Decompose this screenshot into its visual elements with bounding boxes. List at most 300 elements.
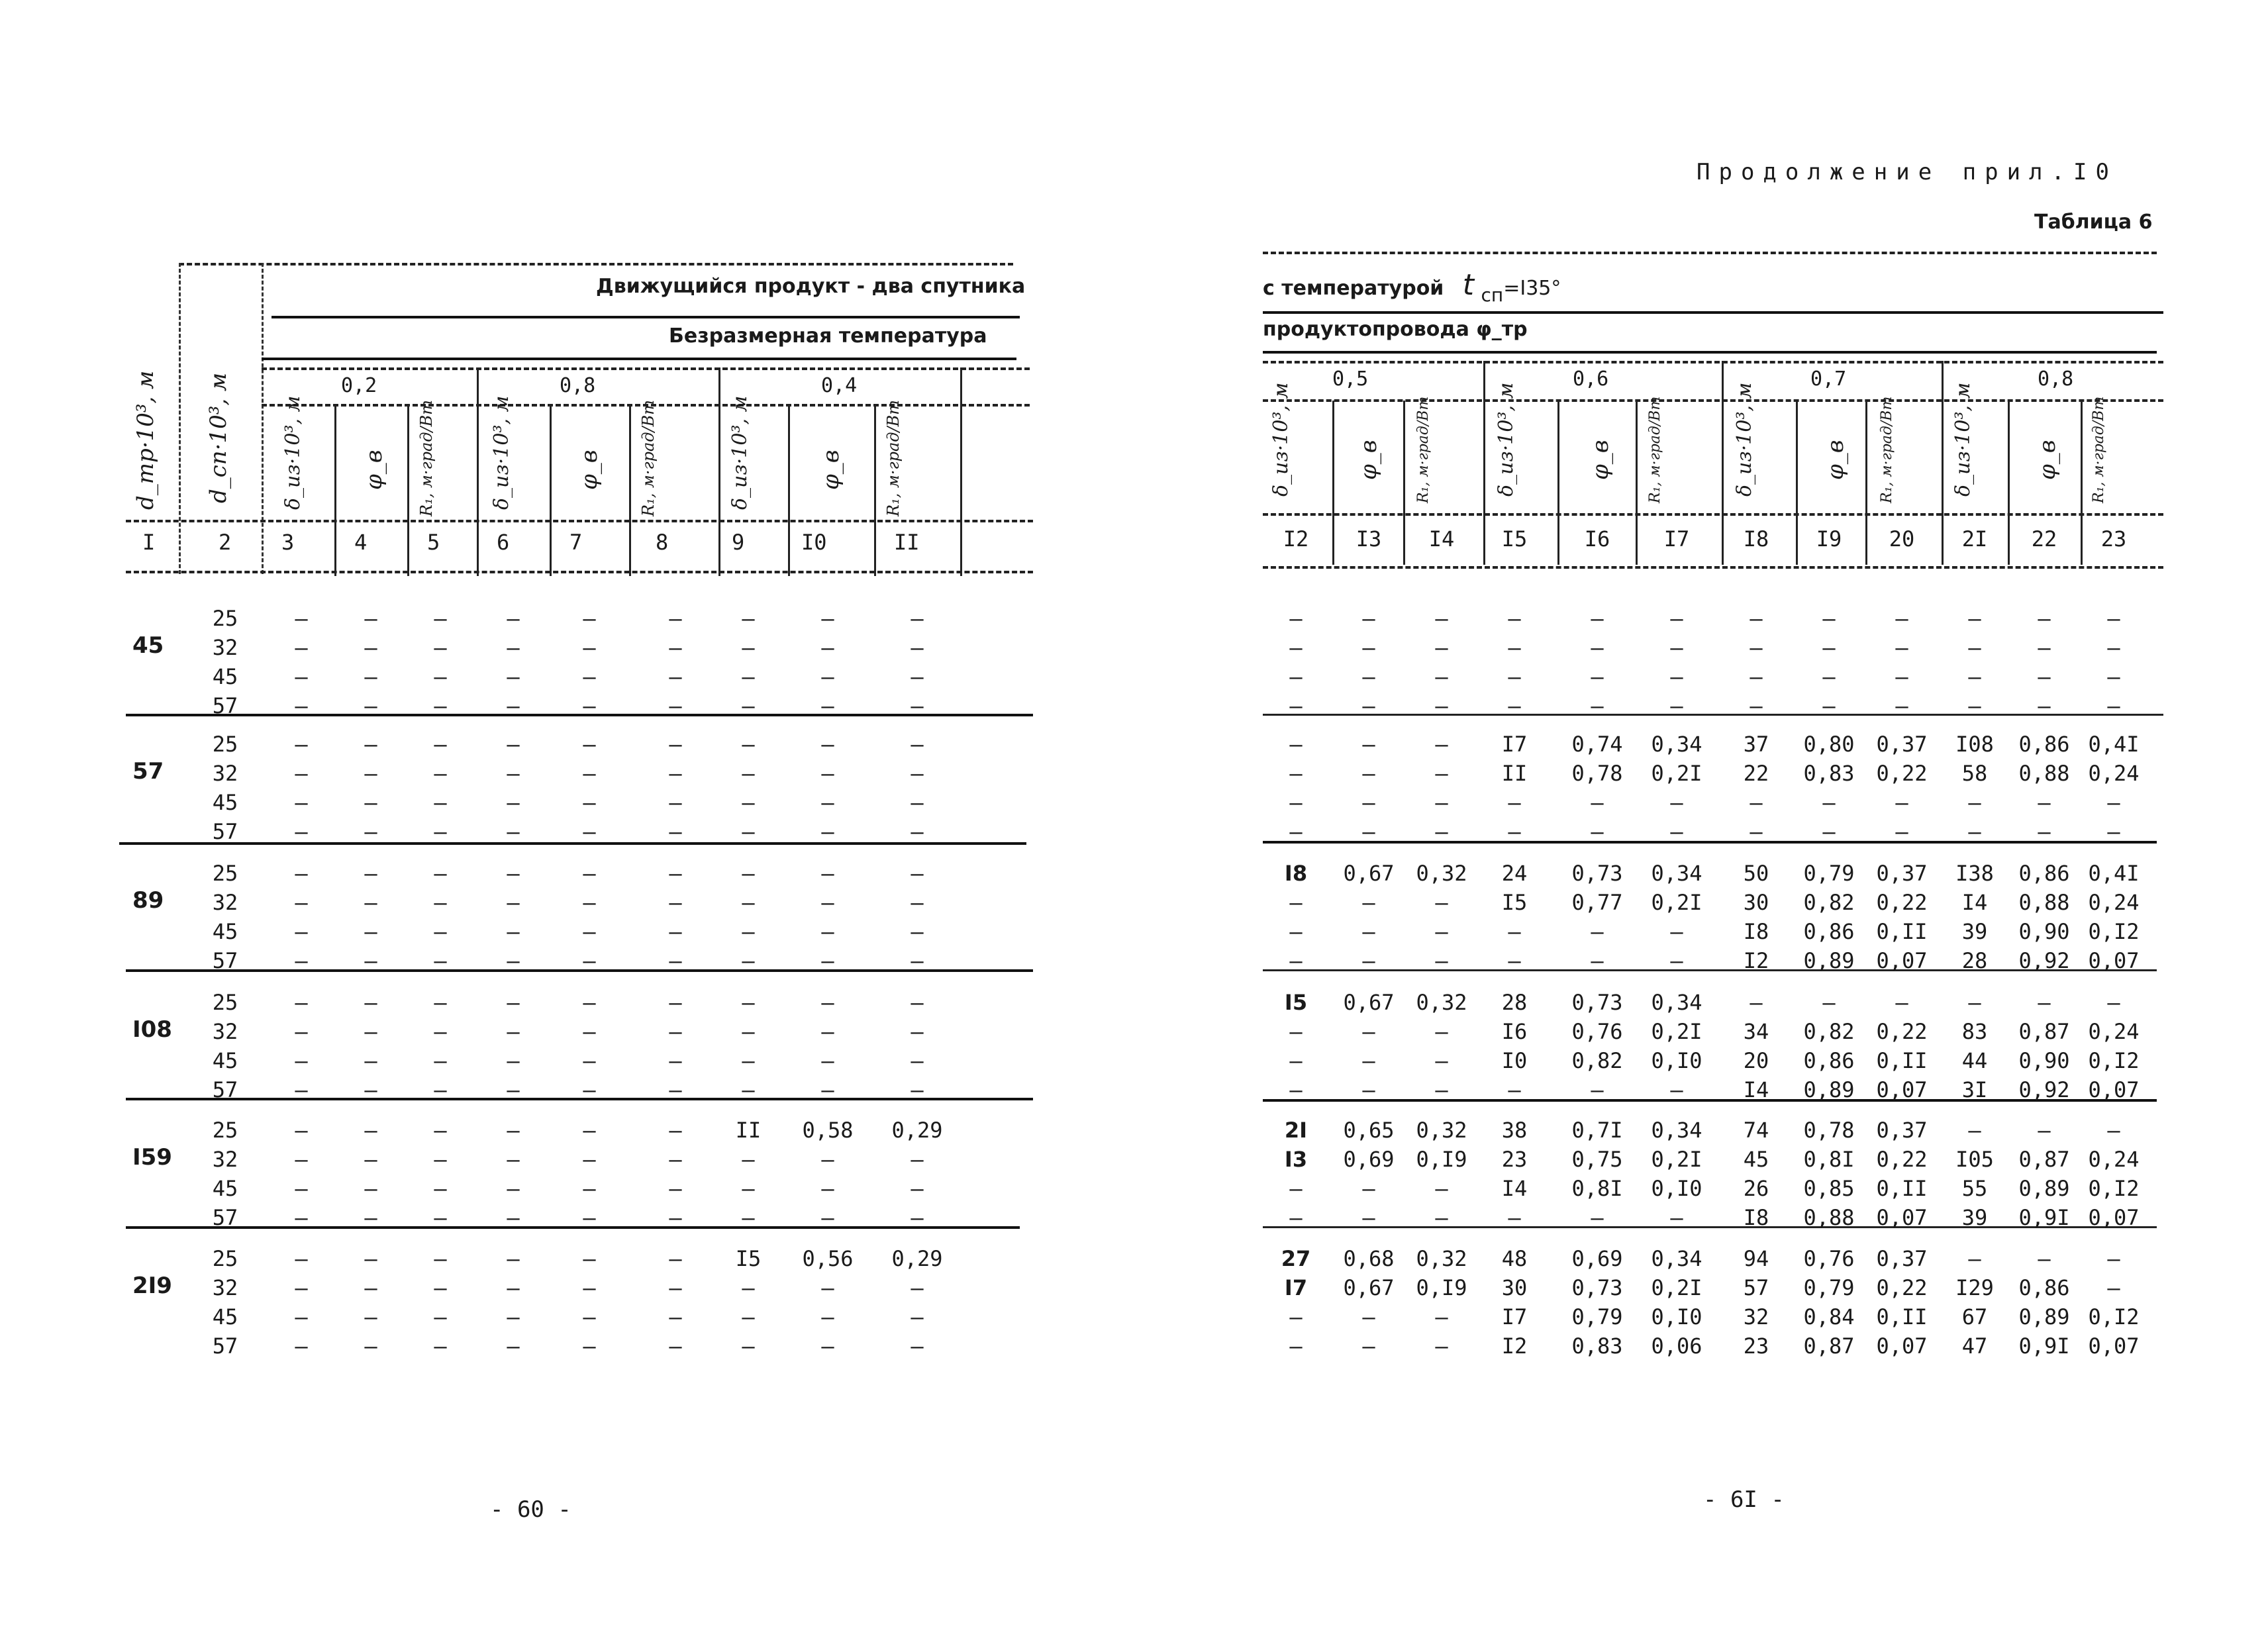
table-cell: — (507, 1118, 520, 1143)
table-cell: — (821, 1176, 834, 1201)
table-cell: — (2038, 635, 2051, 660)
table-cell: — (1508, 606, 1521, 631)
table-cell: 0,22 (1876, 890, 1928, 915)
table-cell: — (364, 1118, 377, 1143)
table-cell: — (911, 990, 924, 1015)
table-cell: 0,I2 (2088, 919, 2140, 944)
table-cell: — (669, 819, 682, 844)
table-cell: — (364, 1304, 377, 1329)
table-cell: 0,07 (1876, 948, 1928, 973)
table-cell: — (583, 606, 596, 631)
dsp-value: 25 (212, 1246, 238, 1271)
table-cell: — (1435, 606, 1448, 631)
table-cell: — (1435, 693, 1448, 718)
table-cell: — (742, 819, 755, 844)
table-cell: — (434, 990, 447, 1015)
table-cell: — (364, 819, 377, 844)
group-label: 0,6 (1573, 367, 1609, 391)
title-underline (271, 316, 1020, 318)
table-cell: — (1591, 1077, 1604, 1102)
table-cell: — (364, 732, 377, 757)
table-cell: — (364, 948, 377, 973)
table-cell: — (821, 761, 834, 786)
col-header: δ_из·10³, м (1269, 382, 1293, 497)
table-cell: — (1435, 1048, 1448, 1073)
table-cell: — (821, 1205, 834, 1230)
table-cell: 0,22 (1876, 1019, 1928, 1044)
table-cell: 0,87 (2018, 1147, 2070, 1172)
table-cell: 32 (1743, 1304, 1769, 1329)
col-header: R₁, м·град/Вт (1879, 396, 1895, 503)
column-number: 3 (281, 530, 295, 555)
col-divider (718, 367, 720, 576)
table-cell: — (507, 693, 520, 718)
table-cell: 28 (1961, 948, 1988, 973)
table-cell: 0,89 (1803, 1077, 1855, 1102)
group-label: 0,8 (2038, 367, 2074, 391)
title-underline (1263, 311, 2163, 314)
table-cell: — (295, 732, 308, 757)
col-divider (477, 367, 479, 576)
page-number: - 6I - (1703, 1486, 1785, 1513)
table-cell: — (2107, 790, 2120, 815)
table-cell: — (583, 890, 596, 915)
table-cell: 0,34 (1651, 861, 1702, 886)
table-cell: — (1508, 664, 1521, 689)
table-cell: — (1289, 819, 1303, 844)
table-cell: — (1822, 819, 1836, 844)
table-cell: 44 (1961, 1048, 1988, 1073)
column-number: 4 (354, 530, 368, 555)
table-cell: — (911, 790, 924, 815)
col-header: φ_в (2034, 440, 2061, 480)
table-cell: 30 (1501, 1275, 1528, 1300)
table-cell: — (583, 948, 596, 973)
table-cell: — (1362, 790, 1375, 815)
table-cell: — (1362, 732, 1375, 757)
table-cell: 0,65 (1343, 1118, 1395, 1143)
table-cell: — (2107, 1246, 2120, 1271)
table-cell: — (669, 1048, 682, 1073)
table-cell: — (2107, 990, 2120, 1015)
table-cell: 0,79 (1803, 1275, 1855, 1300)
table-cell: 0,90 (2018, 1048, 2070, 1073)
col-header: δ_из·10³, м (1951, 382, 1975, 497)
table-cell: — (364, 761, 377, 786)
column-number: I7 (1663, 526, 1690, 552)
table-cell: — (583, 990, 596, 1015)
table-cell: 0,88 (1803, 1205, 1855, 1230)
table-cell: — (2107, 1118, 2120, 1143)
table-cell: 0,4I (2088, 861, 2140, 886)
table-cell: — (1822, 693, 1836, 718)
table-cell: 0,24 (2088, 1147, 2140, 1172)
column-number: I6 (1584, 526, 1610, 552)
table-cell: — (1968, 990, 1981, 1015)
table-cell: — (1670, 606, 1683, 631)
table-cell: — (507, 861, 520, 886)
table-cell: — (583, 790, 596, 815)
table-cell: — (507, 790, 520, 815)
table-cell: 0,2I (1651, 890, 1702, 915)
group-label: 0,5 (1332, 367, 1369, 391)
table-cell: — (364, 635, 377, 660)
table-cell: — (911, 861, 924, 886)
table-cell: 39 (1961, 1205, 1988, 1230)
table-cell: 0,83 (1571, 1333, 1623, 1359)
table-cell: — (1435, 664, 1448, 689)
table-cell: 0,73 (1571, 990, 1623, 1015)
table-cell: 0,37 (1876, 1118, 1928, 1143)
table-cell: — (507, 990, 520, 1015)
table-cell: — (669, 1077, 682, 1102)
title-value: =I35° (1503, 277, 1561, 300)
table-cell: — (1435, 1333, 1448, 1359)
table-cell: — (1362, 761, 1375, 786)
table-cell: — (1750, 990, 1763, 1015)
table-cell: — (434, 1205, 447, 1230)
group-separator (126, 1226, 1020, 1229)
table-cell: — (507, 919, 520, 944)
table-cell: 0,II (1876, 1048, 1928, 1073)
table-cell: — (295, 635, 308, 660)
table-cell: — (364, 1275, 377, 1300)
table-cell: — (507, 664, 520, 689)
group-separator (119, 842, 1026, 845)
table-title (1263, 268, 1561, 306)
col-divider (874, 405, 876, 576)
column-number: I2 (1283, 526, 1309, 552)
group-separator (1263, 714, 2163, 716)
dtr-value: I59 (132, 1143, 172, 1171)
table-cell: 38 (1501, 1118, 1528, 1143)
table-cell: — (434, 664, 447, 689)
col-header: R₁, м·град/Вт (417, 400, 436, 516)
table-cell: — (911, 664, 924, 689)
table-cell: — (1362, 1019, 1375, 1044)
table-cell: — (1591, 606, 1604, 631)
dtr-value: I08 (132, 1016, 172, 1043)
table-cell: — (669, 990, 682, 1015)
dsp-value: 57 (212, 693, 238, 718)
table-cell: — (1289, 1077, 1303, 1102)
table-cell: — (1289, 1048, 1303, 1073)
table-cell: — (2038, 790, 2051, 815)
table-cell: — (669, 790, 682, 815)
table-cell: 0,79 (1803, 861, 1855, 886)
table-cell: — (1362, 1304, 1375, 1329)
group-label: 0,8 (560, 374, 596, 397)
table-cell: — (1362, 635, 1375, 660)
table-cell: — (1435, 919, 1448, 944)
table-cell: — (742, 635, 755, 660)
table-cell: 0,83 (1803, 761, 1855, 786)
table-cell: — (742, 606, 755, 631)
table-cell: — (1591, 948, 1604, 973)
table-cell: 0,07 (1876, 1333, 1928, 1359)
table-cell: — (1750, 664, 1763, 689)
table-cell: — (364, 1246, 377, 1271)
table-cell: — (1362, 693, 1375, 718)
table-cell: — (295, 790, 308, 815)
table-cell: 0,37 (1876, 861, 1928, 886)
table-cell: — (821, 819, 834, 844)
table-cell: — (821, 664, 834, 689)
col-divider (1483, 361, 1485, 565)
table-cell: — (742, 790, 755, 815)
table-cell: — (1435, 1077, 1448, 1102)
table-cell: — (821, 1333, 834, 1359)
table-cell: — (821, 1275, 834, 1300)
table-cell: — (1591, 819, 1604, 844)
table-cell: — (1289, 761, 1303, 786)
group-label: 0,7 (1810, 367, 1847, 391)
dsp-value: 57 (212, 1205, 238, 1230)
col-divider (1557, 401, 1559, 565)
table-cell: 0,86 (2018, 1275, 2070, 1300)
table-cell: — (583, 1246, 596, 1271)
table-cell: — (295, 990, 308, 1015)
table-cell: — (507, 890, 520, 915)
table-cell: — (1822, 606, 1836, 631)
table-cell: — (1822, 635, 1836, 660)
table-cell: — (669, 890, 682, 915)
table-cell: — (1968, 693, 1981, 718)
table-cell: — (507, 1205, 520, 1230)
table-cell: — (295, 1246, 308, 1271)
table-cell: 0,07 (1876, 1205, 1928, 1230)
col-header: δ_из·10³, м (490, 395, 513, 510)
col-divider (1403, 401, 1405, 565)
title-sub: сп (1481, 284, 1504, 306)
table-cell: — (911, 1048, 924, 1073)
table-cell: — (295, 919, 308, 944)
table-cell: — (911, 819, 924, 844)
column-number: 8 (656, 530, 669, 555)
table-cell: 0,76 (1803, 1246, 1855, 1271)
table-cell: — (1750, 790, 1763, 815)
table-cell: 0,I0 (1651, 1048, 1702, 1073)
table-cell: — (821, 890, 834, 915)
table-cell: — (583, 1333, 596, 1359)
dsp-value: 57 (212, 819, 238, 844)
table-cell: — (507, 1304, 520, 1329)
col-divider (960, 367, 962, 576)
table-cell: — (1289, 790, 1303, 815)
colnum-top-rule (1263, 513, 2163, 516)
table-cell: 0,69 (1343, 1147, 1395, 1172)
table-cell: 0,82 (1571, 1048, 1623, 1073)
table-cell: 0,I2 (2088, 1304, 2140, 1329)
table-cell: 0,68 (1343, 1246, 1395, 1271)
table-cell: 0,58 (802, 1118, 854, 1143)
table-cell: — (1508, 635, 1521, 660)
table-cell: 0,87 (1803, 1333, 1855, 1359)
table-cell: 0,34 (1651, 732, 1702, 757)
dtr-value: 57 (132, 757, 164, 785)
table-cell: — (1362, 1176, 1375, 1201)
table-cell: — (507, 1275, 520, 1300)
table-cell: — (911, 761, 924, 786)
table-cell: — (1289, 890, 1303, 915)
group-separator (1263, 841, 2157, 844)
table-cell: — (295, 1048, 308, 1073)
table-cell: — (364, 1048, 377, 1073)
table-cell: — (1591, 664, 1604, 689)
table-cell: — (507, 1147, 520, 1172)
table-cell: I08 (1955, 732, 1994, 757)
table-cell: — (295, 693, 308, 718)
column-number: 2I (1961, 526, 1988, 552)
table-cell: 0,2I (1651, 761, 1702, 786)
table-cell: 0,89 (2018, 1304, 2070, 1329)
table-cell: — (434, 1077, 447, 1102)
table-cell: — (669, 1176, 682, 1201)
continuation-note: Продолжение прил.I0 (1697, 159, 2118, 185)
table-cell: 0,06 (1651, 1333, 1702, 1359)
table-cell: — (295, 1118, 308, 1143)
table-cell: — (1670, 635, 1683, 660)
table-cell: — (507, 1333, 520, 1359)
column-number: 23 (2100, 526, 2127, 552)
col-divider (2008, 401, 2010, 565)
table-cell: 0,73 (1571, 861, 1623, 886)
col-divider (334, 405, 336, 576)
table-cell: — (742, 1147, 755, 1172)
table-cell: 37 (1743, 732, 1769, 757)
dsp-value: 25 (212, 861, 238, 886)
dtr-value: 2I9 (132, 1272, 172, 1299)
table-cell: — (583, 761, 596, 786)
table-cell: 0,74 (1571, 732, 1623, 757)
table-cell: — (1822, 990, 1836, 1015)
table-cell: — (1289, 1333, 1303, 1359)
table-cell: — (434, 693, 447, 718)
table-top-rule (1263, 252, 2157, 254)
table-cell: — (1670, 693, 1683, 718)
table-cell: — (669, 861, 682, 886)
table-cell: — (1435, 1304, 1448, 1329)
table-cell: I4 (1743, 1077, 1769, 1102)
table-cell: — (434, 761, 447, 786)
column-number: I4 (1428, 526, 1455, 552)
table-cell: 45 (1743, 1147, 1769, 1172)
table-cell: — (507, 819, 520, 844)
table-cell: 0,78 (1803, 1118, 1855, 1143)
table-cell: — (1435, 761, 1448, 786)
dtr-value: 45 (132, 632, 164, 659)
table-cell: — (364, 990, 377, 1015)
table-cell: 0,86 (2018, 861, 2070, 886)
table-cell: — (911, 890, 924, 915)
table-cell: 0,80 (1803, 732, 1855, 757)
table-cell: — (742, 1048, 755, 1073)
table-cell: — (821, 635, 834, 660)
table-cell: 0,II (1876, 1176, 1928, 1201)
table-cell: — (2038, 606, 2051, 631)
table-cell: — (1435, 732, 1448, 757)
dsp-value: 45 (212, 1176, 238, 1201)
table-cell: — (669, 761, 682, 786)
table-cell: 0,22 (1876, 1275, 1928, 1300)
colnum-bottom-rule (126, 571, 1033, 573)
table-cell: — (1289, 919, 1303, 944)
table-cell: — (295, 1147, 308, 1172)
table-cell: — (1508, 790, 1521, 815)
table-cell: — (1750, 693, 1763, 718)
table-cell: — (821, 732, 834, 757)
group-rule (262, 367, 1030, 370)
table-cell: — (364, 861, 377, 886)
dsp-value: 45 (212, 919, 238, 944)
table-cell: 39 (1961, 919, 1988, 944)
table-cell: 34 (1743, 1019, 1769, 1044)
table-cell: — (669, 693, 682, 718)
table-cell: — (742, 990, 755, 1015)
colnum-bottom-rule (1263, 566, 2163, 569)
table-cell: 0,7I (1571, 1118, 1623, 1143)
table-cell: — (364, 1147, 377, 1172)
table-cell: I3 (1284, 1147, 1308, 1172)
table-cell: — (364, 693, 377, 718)
table-cell: I29 (1955, 1275, 1994, 1300)
table-cell: — (1670, 819, 1683, 844)
table-cell: 23 (1501, 1147, 1528, 1172)
table-cell: — (669, 1275, 682, 1300)
table-cell: — (295, 1077, 308, 1102)
table-cell: I8 (1743, 919, 1769, 944)
table-cell: — (1289, 1019, 1303, 1044)
table-cell: — (1508, 819, 1521, 844)
table-cell: — (1895, 606, 1908, 631)
table-cell: 0,4I (2088, 732, 2140, 757)
table-cell: I5 (735, 1246, 762, 1271)
table-cell: — (821, 1019, 834, 1044)
dsp-value: 32 (212, 890, 238, 915)
table-cell: — (583, 1304, 596, 1329)
table-cell: — (295, 819, 308, 844)
col-header: δ_из·10³, м (728, 395, 752, 510)
table-cell: — (1362, 890, 1375, 915)
table-cell: — (295, 1176, 308, 1201)
table-cell: — (2038, 1246, 2051, 1271)
table-cell: — (821, 693, 834, 718)
table-cell: — (583, 1176, 596, 1201)
col-header: R₁, м·град/Вт (2091, 396, 2107, 503)
table-cell: — (821, 606, 834, 631)
group-bottom-rule (1263, 399, 2163, 402)
column-number: 9 (732, 530, 745, 555)
col-header: R₁, м·град/Вт (639, 400, 658, 516)
table-cell: — (911, 1019, 924, 1044)
table-cell: 0,92 (2018, 1077, 2070, 1102)
table-cell: 0,07 (2088, 1205, 2140, 1230)
col-header: R₁, м·град/Вт (884, 400, 903, 516)
table-cell: — (911, 1077, 924, 1102)
table-cell: — (364, 664, 377, 689)
column-number: I5 (1501, 526, 1528, 552)
col-header: φ_в (1822, 440, 1849, 480)
table-cell: — (1591, 635, 1604, 660)
dsp-value: 45 (212, 790, 238, 815)
table-cell: — (821, 1077, 834, 1102)
table-cell: 0,I0 (1651, 1176, 1702, 1201)
table-cell: 0,85 (1803, 1176, 1855, 1201)
table-cell: — (295, 861, 308, 886)
table-cell: — (821, 790, 834, 815)
table-cell: — (911, 1275, 924, 1300)
dsp-value: 32 (212, 1147, 238, 1172)
